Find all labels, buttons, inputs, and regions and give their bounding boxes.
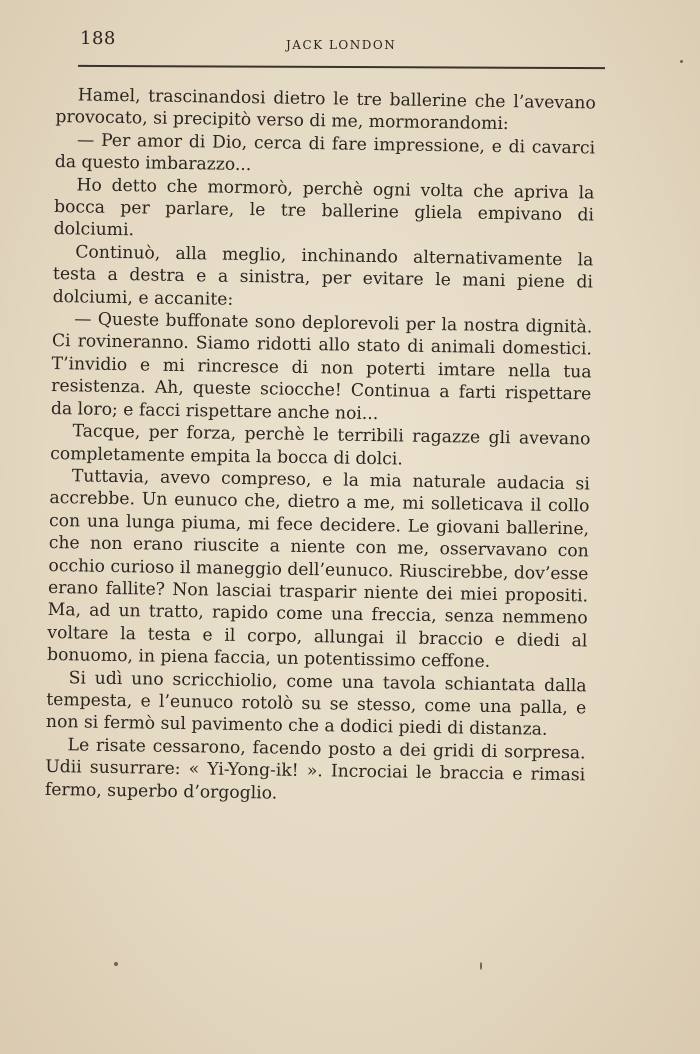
paragraph: Ho detto che mormorò, perchè ogni volta che apriva la bocca per parlare, le tre ballerine gliela empivano di dolciumi.: [53, 174, 595, 241]
body-text: [45, 84, 596, 809]
page-number: 188: [80, 28, 116, 49]
paper-speck: [480, 962, 482, 970]
paragraph: Tuttavia, avevo compreso, e la mia naturale audacia si accrebbe. Un eunuco che, dietro a me, mi solleticava il collo con una lunga piuma, mi fece decidere. Le giovani ballerine, che non erano riuscite a niente con me, osservavano con occhio curioso il maneggio dell’eunuco. Riuscirebbe, dov’esse erano fallite? Non lasciai trasparir niente dei miei propositi. Ma, ad un tratto, rapido come una freccia, senza nemmeno voltare la testa e il corpo, allungai il braccio e diedi al bonuomo, in piena faccia, un potentissimo ceffone.: [46, 466, 590, 673]
header-rule: [78, 65, 605, 69]
paragraph: — Per amor di Dio, cerca di fare impressione, e di cavarci da questo imbarazzo...: [54, 130, 596, 176]
paragraph: Le risate cessarono, facendo posto a dei gridi di sorpresa. Udii susurrare: « Yi-Yong-ik! ». Incrociai le braccia e rimasi fermo, superbo d’orgoglio.: [44, 735, 586, 804]
paragraph: Si udì uno scricchiolio, come una tavola schiantata dalla tempesta, e l’eunuco rotolò su se stesso, come una palla, e non si fermò sul pavimento che a dodici piedi di distanza.: [45, 667, 587, 741]
paragraph: Tacque, per forza, perchè le terribili ragazze gli avevano completamente empita la bocca di dolci.: [50, 421, 591, 469]
paragraph: Hamel, trascinandosi dietro le tre ballerine che l’avevano provocato, si precipitò verso di me, mormorandomi:: [55, 85, 596, 135]
paragraph: — Queste buffonate sono deplorevoli per la nostra dignità. Ci rovineranno. Siamo ridotti allo stato di animali domestici. T’invidio e mi rincresce di non poterti imtare nella tua resistenza. Ah, queste sciocche! Continua a farti rispettare da loro; e facci rispettare anche noi...: [50, 309, 593, 424]
paper-speck: [114, 962, 118, 966]
running-head: JACK LONDON: [286, 38, 397, 52]
page-header: [78, 28, 605, 68]
paragraph: Continuò, alla meglio, inchinando alternativamente la testa a destra e a sinistra, per evitare le mani piene di dolciumi, e accanite:: [52, 242, 594, 310]
paper-speck: [680, 60, 683, 63]
